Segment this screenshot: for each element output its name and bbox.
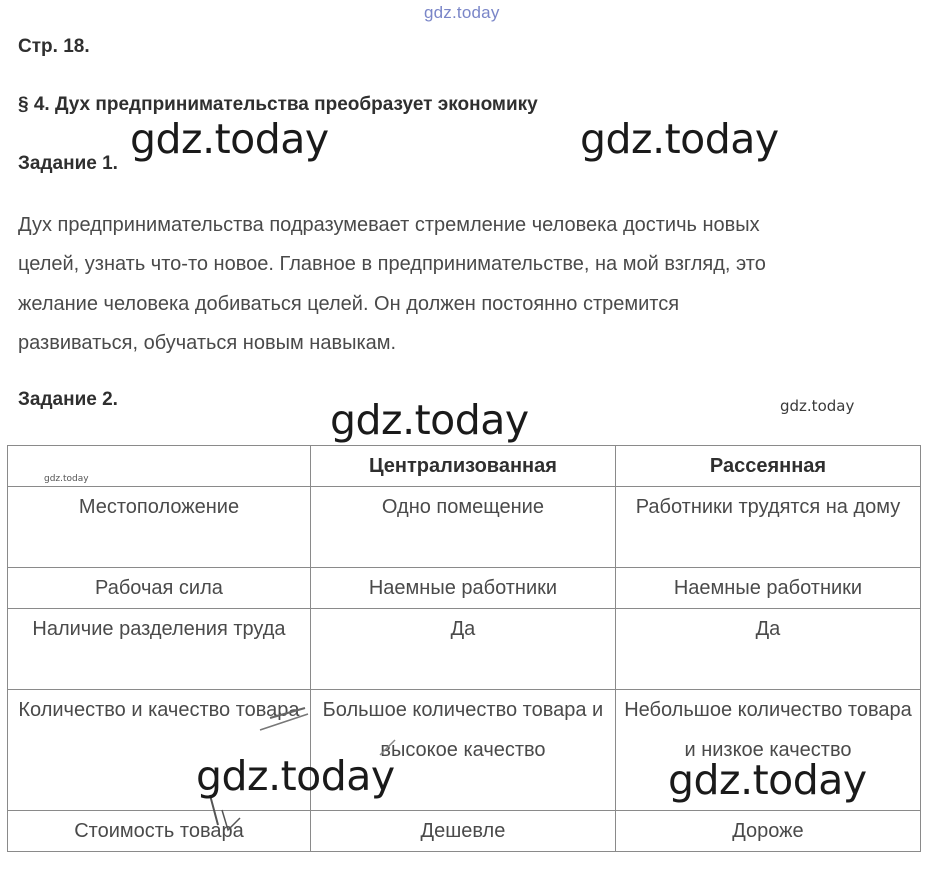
table-row: [8, 487, 921, 568]
table-cell-criterion: Количество и качество товара: [8, 690, 311, 811]
task1-line: целей, узнать что-то новое. Главное в предпринимательстве, на мой взгляд, это: [18, 253, 766, 276]
table-cell-centralized: Одно помещение: [310, 487, 615, 568]
task1-answer: [18, 206, 898, 363]
table-cell-dispersed: Работники трудятся на дому: [615, 487, 920, 568]
table-cell-centralized: Да: [310, 609, 615, 690]
watermark: gdz.today: [44, 474, 89, 484]
table-cell-centralized: Дешевле: [310, 811, 615, 852]
task1-line: Дух предпринимательства подразумевает стремление человека достичь новых: [18, 214, 760, 236]
page-number: Стр. 18.: [18, 36, 90, 57]
task1-line: развиваться, обучаться новым навыкам.: [18, 331, 397, 354]
table-cell-dispersed: Дороже: [615, 811, 920, 852]
watermark-top: gdz.today: [424, 3, 500, 22]
watermark: gdz.today: [130, 115, 329, 163]
watermark: gdz.today: [196, 752, 395, 800]
table-cell-criterion: Наличие разделения труда: [8, 609, 311, 690]
watermark: gdz.today: [668, 756, 867, 804]
watermark: gdz.today: [330, 396, 529, 444]
table-header-cell: Централизованная: [310, 446, 615, 487]
table-cell-dispersed: Да: [615, 609, 920, 690]
watermark: gdz.today: [580, 115, 779, 163]
table-cell-dispersed: Небольшое количество товара и низкое качество: [615, 690, 920, 811]
section-title: § 4. Дух предпринимательства преобразует экономику: [18, 94, 538, 115]
table-cell-centralized: Наемные работники: [310, 568, 615, 609]
table-cell-centralized: Большое количество товара и высокое качество: [310, 690, 615, 811]
task1-line: желание человека добиваться целей. Он должен постоянно стремится: [18, 292, 680, 315]
task2-label: Задание 2.: [18, 389, 118, 410]
table-row: [8, 568, 921, 609]
table-row: [8, 609, 921, 690]
table-cell-criterion: Стоимость товара: [8, 811, 311, 852]
table-header-row: [8, 446, 921, 487]
table-cell-criterion: Местоположение: [8, 487, 311, 568]
table-cell-dispersed: Наемные работники: [615, 568, 920, 609]
table-header-cell: Рассеянная: [615, 446, 920, 487]
watermark: gdz.today: [780, 397, 855, 415]
task1-label: Задание 1.: [18, 153, 118, 174]
table-cell-criterion: Рабочая сила: [8, 568, 311, 609]
table-row: [8, 811, 921, 852]
